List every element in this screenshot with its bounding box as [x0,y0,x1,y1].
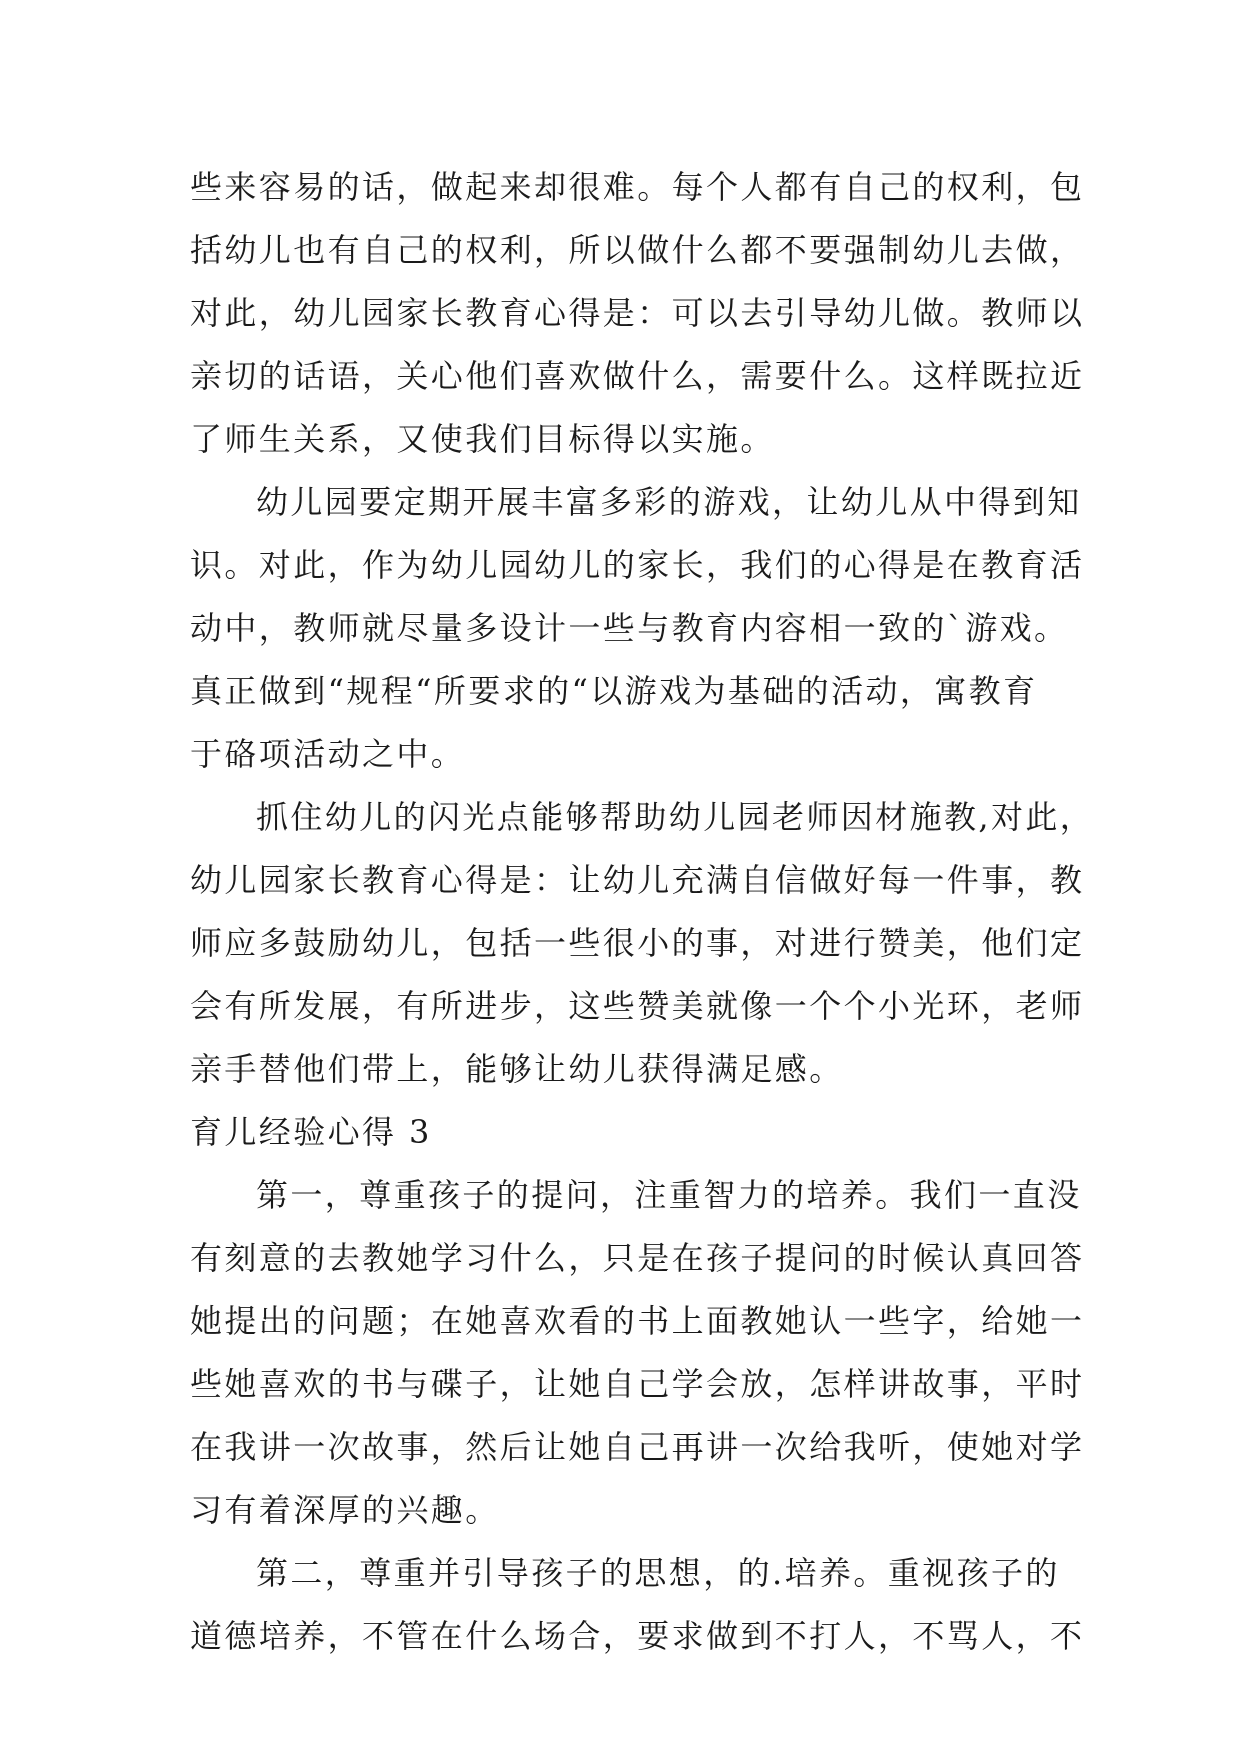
paragraph-first-line: 幼儿园要定期开展丰富多彩的游戏，让幼儿从中得到知 [256,483,1082,521]
text-line: 会有所发展，有所进步，这些赞美就像一个个小光环，老师 [190,987,1085,1025]
text-line: 有刻意的去教她学习什么，只是在孩子提问的时候认真回答 [190,1239,1085,1277]
text-line: 于硌项活动之中。 [190,735,466,773]
paragraph-first-line: 抓住幼儿的闪光点能够帮助幼儿园老师因材施教,对此， [256,798,1095,836]
paragraph-first-line: 第二，尊重并引导孩子的思想，的.培养。重视孩子的 [256,1554,1060,1592]
paragraph-first-line: 第一，尊重孩子的提问，注重智力的培养。我们一直没 [256,1176,1082,1214]
text-line: 括幼儿也有自己的权利，所以做什么都不要强制幼儿去做， [190,231,1085,269]
text-line: 师应多鼓励幼儿，包括一些很小的事，对进行赞美，他们定 [190,924,1085,962]
text-line: 习有着深厚的兴趣。 [190,1491,500,1529]
text-line: 道德培养，不管在什么场合，要求做到不打人，不骂人，不 [190,1617,1085,1655]
text-line: 些她喜欢的书与碟子，让她自己学会放，怎样讲故事，平时 [190,1365,1085,1403]
text-line: 真正做到“规程“所要求的“以游戏为基础的活动，寓教育 [190,672,1038,710]
document-body [190,156,1095,1668]
text-line: 些来容易的话，做起来却很难。每个人都有自己的权利，包 [190,168,1085,206]
text-line: 动中，教师就尽量多设计一些与教育内容相一致的`游戏。 [190,609,1069,647]
text-line: 亲手替他们带上，能够让幼儿获得满足感。 [190,1050,844,1088]
text-line: 对此，幼儿园家长教育心得是：可以去引导幼儿做。教师以 [190,294,1085,332]
text-line: 她提出的问题；在她喜欢看的书上面教她认一些字，给她一 [190,1302,1085,1340]
text-line: 亲切的话语，关心他们喜欢做什么，需要什么。这样既拉近 [190,357,1085,395]
text-line: 幼儿园家长教育心得是：让幼儿充满自信做好每一件事，教 [190,861,1085,899]
section-heading: 育儿经验心得 3 [190,1113,432,1151]
text-line: 识。对此，作为幼儿园幼儿的家长，我们的心得是在教育活 [190,546,1085,584]
text-line: 了师生关系，又使我们目标得以实施。 [190,420,775,458]
text-line: 在我讲一次故事，然后让她自己再讲一次给我听，使她对学 [190,1428,1085,1466]
